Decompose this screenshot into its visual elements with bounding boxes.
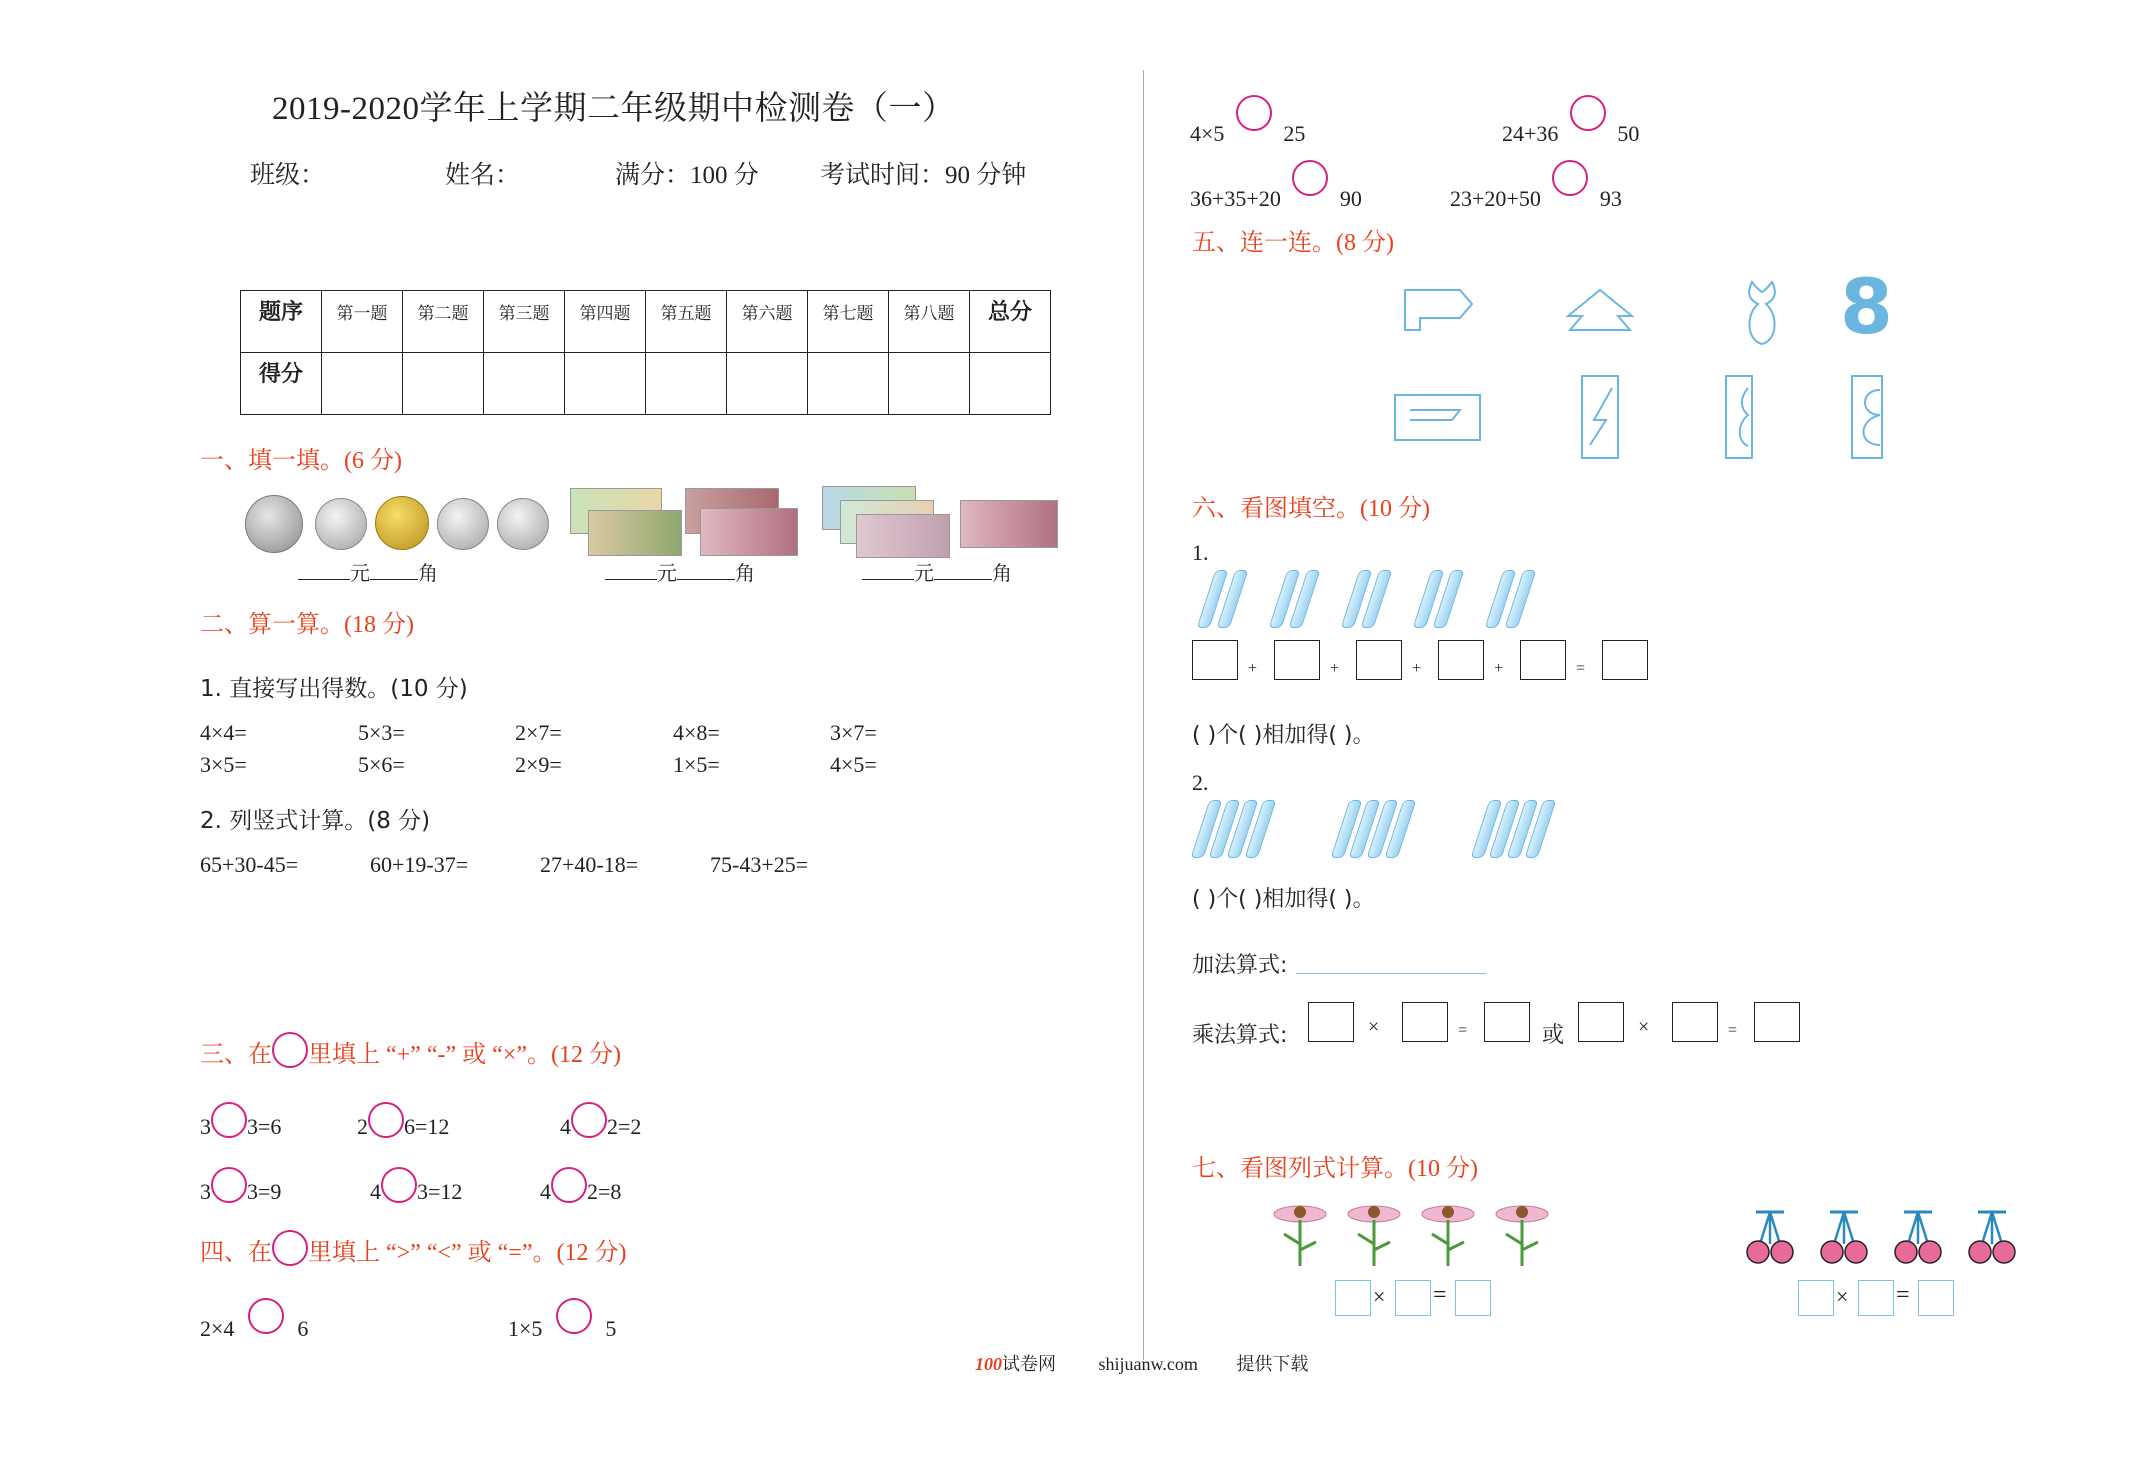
times-sign: × <box>1836 1284 1849 1309</box>
footer-brand: 试卷网 <box>1002 1354 1056 1374</box>
compare-item: 24+36 50 <box>1502 95 1639 147</box>
q1-label: 1. <box>1192 540 1209 565</box>
score-col: 第七题 <box>808 291 889 353</box>
score-cell[interactable] <box>403 353 484 415</box>
fill-op-item: 3 3=9 <box>200 1167 281 1205</box>
mul-label: 乘法算式: <box>1192 1023 1288 1048</box>
score-cell[interactable] <box>727 353 808 415</box>
fill-op-item: 3 3=6 <box>200 1102 281 1140</box>
calc-item: 4×5= <box>830 752 877 777</box>
score-cell[interactable] <box>889 353 970 415</box>
calc-item: 3×7= <box>830 720 877 745</box>
full-score: 满分：100 分 <box>615 162 759 189</box>
footer-site[interactable]: shijuanw.com <box>1098 1354 1198 1374</box>
plus-sign: + <box>1248 660 1258 677</box>
compare-item: 23+20+50 93 <box>1450 160 1622 212</box>
section-2-sub2: 2. 列竖式计算。(8 分) <box>200 808 431 834</box>
flowers-image <box>1268 1200 1568 1270</box>
answer-circle[interactable] <box>368 1102 404 1138</box>
footer <box>975 1350 1308 1376</box>
cherries-image <box>1740 1208 2030 1268</box>
times-sign: × <box>1368 1016 1380 1038</box>
answer-circle[interactable] <box>1292 160 1328 196</box>
calc-item: 60+19-37= <box>370 852 469 877</box>
matching-shapes <box>1390 270 1910 470</box>
plus-sign: + <box>1494 660 1504 677</box>
answer-box[interactable] <box>1484 1002 1530 1042</box>
answer-box[interactable] <box>1918 1280 1954 1316</box>
column-divider <box>1143 70 1144 1360</box>
answer-circle[interactable] <box>1236 95 1272 131</box>
answer-circle[interactable] <box>211 1102 247 1138</box>
score-cell[interactable] <box>484 353 565 415</box>
blank-yuan-jiao-1 <box>298 557 438 586</box>
section-6-title: 六、看图填空。(10 分) <box>1192 496 1430 522</box>
yuan-label: 元 <box>350 561 370 585</box>
fill-op-item: 4 2=8 <box>540 1167 621 1205</box>
jiao-label: 角 <box>418 561 438 585</box>
answer-circle[interactable] <box>381 1167 417 1203</box>
add-answer-line[interactable] <box>1296 973 1486 974</box>
answer-box[interactable] <box>1520 640 1566 680</box>
shape-eight-bottom <box>1852 376 1882 458</box>
score-col: 第一题 <box>322 291 403 353</box>
shape-arrow-bottom <box>1395 395 1480 440</box>
answer-circle[interactable] <box>211 1167 247 1203</box>
answer-box[interactable] <box>1395 1280 1431 1316</box>
score-cell[interactable] <box>970 353 1051 415</box>
equals-sign: = <box>1896 1282 1910 1308</box>
answer-box[interactable] <box>1858 1280 1894 1316</box>
answer-box[interactable] <box>1754 1002 1800 1042</box>
shape-rabbit-bottom <box>1726 376 1752 458</box>
section-2-sub1: 1. 直接写出得数。(10 分) <box>200 676 468 702</box>
compare-item: 1×5 5 <box>508 1298 616 1342</box>
section-2-title: 二、算一算。(18 分) <box>200 612 414 638</box>
answer-circle[interactable] <box>1570 95 1606 131</box>
answer-circle[interactable] <box>571 1102 607 1138</box>
section-4-title: 四、在 里填上 “>” “<” 或 “=”。(12 分) <box>200 1230 627 1267</box>
name-label: 姓名： <box>445 162 521 189</box>
times-sign: × <box>1373 1284 1386 1309</box>
digit-eight: 8 <box>1840 262 1893 351</box>
fill-op-item: 4 3=12 <box>370 1167 462 1205</box>
score-table-head: 题序 <box>241 291 322 353</box>
yuan-label: 元 <box>657 561 677 585</box>
answer-box[interactable] <box>1335 1280 1371 1316</box>
times-sign: × <box>1638 1016 1650 1038</box>
answer-circle[interactable] <box>248 1298 284 1334</box>
jiao-label: 角 <box>992 561 1012 585</box>
shape-rabbit-top <box>1749 282 1775 344</box>
add-label: 加法算式: <box>1192 953 1288 978</box>
answer-box[interactable] <box>1192 640 1238 680</box>
plus-sign: + <box>1412 660 1422 677</box>
q2-label: 2. <box>1192 770 1209 795</box>
calc-item: 2×7= <box>515 720 562 745</box>
compare-item: 36+35+20 90 <box>1190 160 1362 212</box>
answer-box[interactable] <box>1308 1002 1354 1042</box>
score-col: 第四题 <box>565 291 646 353</box>
section-7-title: 七、看图列式计算。(10 分) <box>1192 1156 1478 1182</box>
score-row-head: 得分 <box>241 353 322 415</box>
plus-sign: + <box>1330 660 1340 677</box>
jiao-label: 角 <box>735 561 755 585</box>
calc-item: 4×8= <box>673 720 720 745</box>
answer-box[interactable] <box>1672 1002 1718 1042</box>
fill-op-item: 2 6=12 <box>357 1102 449 1140</box>
page-title: 2019-2020学年上学期二年级期中检测卷（一） <box>272 91 956 127</box>
footer-note: 提供下载 <box>1236 1354 1309 1374</box>
class-label: 班级： <box>250 162 326 189</box>
score-cell[interactable] <box>565 353 646 415</box>
footer-brand-logo: 100 <box>975 1354 1002 1374</box>
calc-item: 1×5= <box>673 752 720 777</box>
q2-fill-sentence: ( )个( )相加得( )。 <box>1192 887 1375 912</box>
answer-box[interactable] <box>1402 1002 1448 1042</box>
blank-yuan-jiao-3 <box>862 557 1012 586</box>
calc-item: 5×3= <box>358 720 405 745</box>
answer-box[interactable] <box>1356 640 1402 680</box>
answer-circle[interactable] <box>551 1167 587 1203</box>
calc-item: 2×9= <box>515 752 562 777</box>
score-cell[interactable] <box>322 353 403 415</box>
q1-fill-sentence: ( )个( )相加得( )。 <box>1192 723 1375 748</box>
calc-item: 65+30-45= <box>200 852 299 877</box>
score-col: 第三题 <box>484 291 565 353</box>
or-label: 或 <box>1542 1023 1565 1048</box>
score-cell[interactable] <box>646 353 727 415</box>
answer-circle[interactable] <box>556 1298 592 1334</box>
score-col: 第五题 <box>646 291 727 353</box>
exam-time: 考试时间：90 分钟 <box>820 162 1027 189</box>
section-5-title: 五、连一连。(8 分) <box>1192 230 1394 256</box>
score-col: 第八题 <box>889 291 970 353</box>
answer-box[interactable] <box>1602 640 1648 680</box>
shape-tree-top <box>1568 290 1632 330</box>
compare-item: 2×4 6 <box>200 1298 308 1342</box>
score-total: 总分 <box>970 291 1051 353</box>
shape-tree-bottom <box>1582 376 1618 458</box>
yuan-label: 元 <box>914 561 934 585</box>
equals-sign: = <box>1458 1022 1468 1039</box>
answer-box[interactable] <box>1438 640 1484 680</box>
answer-box[interactable] <box>1455 1280 1491 1316</box>
equals-sign: = <box>1576 660 1586 677</box>
score-col: 第六题 <box>727 291 808 353</box>
answer-circle[interactable] <box>1552 160 1588 196</box>
calc-item: 75-43+25= <box>710 852 809 877</box>
fill-op-item: 4 2=2 <box>560 1102 641 1140</box>
compare-item: 4×5 25 <box>1190 95 1305 147</box>
answer-box[interactable] <box>1798 1280 1834 1316</box>
section-1-title: 一、填一填。(6 分) <box>200 448 402 474</box>
answer-box[interactable] <box>1274 640 1320 680</box>
calc-item: 4×4= <box>200 720 247 745</box>
score-col: 第二题 <box>403 291 484 353</box>
score-table <box>240 290 1051 415</box>
equals-sign: = <box>1433 1282 1447 1308</box>
score-cell[interactable] <box>808 353 889 415</box>
blank-yuan-jiao-2 <box>605 557 755 586</box>
calc-item: 27+40-18= <box>540 852 639 877</box>
calc-item: 5×6= <box>358 752 405 777</box>
section-3-title: 三、在 里填上 “+” “-” 或 “×”。(12 分) <box>200 1032 621 1069</box>
shape-arrow-top <box>1405 290 1472 330</box>
calc-item: 3×5= <box>200 752 247 777</box>
answer-box[interactable] <box>1578 1002 1624 1042</box>
equals-sign: = <box>1728 1022 1738 1039</box>
